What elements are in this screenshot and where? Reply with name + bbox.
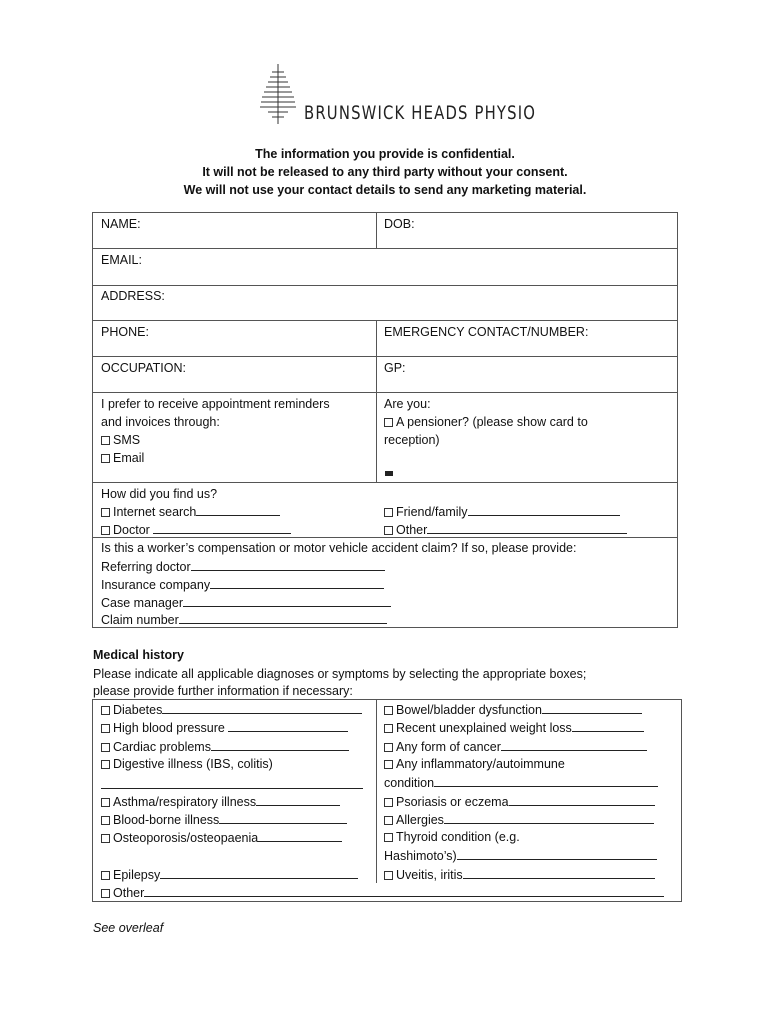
- checkbox[interactable]: [384, 816, 393, 825]
- brand-name: BRUNSWICK HEADS PHYSIO: [304, 102, 537, 124]
- sms-label: SMS: [113, 433, 141, 447]
- thyroid-label: Thyroid condition (e.g.: [396, 830, 520, 844]
- asthma-option[interactable]: [101, 792, 340, 811]
- other-source-option[interactable]: [384, 520, 627, 539]
- pine-tree-icon: [258, 62, 298, 126]
- doctor-option[interactable]: [101, 520, 291, 539]
- find-us-label: How did you find us?: [101, 487, 218, 501]
- friend-family-label: Friend/family: [396, 505, 468, 519]
- address-field[interactable]: ADDRESS:: [101, 289, 165, 303]
- psoriasis-label: Psoriasis or eczema: [396, 795, 509, 809]
- checkbox[interactable]: [101, 743, 110, 752]
- diabetes-label: Diabetes: [113, 703, 163, 717]
- checkbox[interactable]: [101, 724, 110, 733]
- thyroid-label-cont: Hashimoto’s): [384, 849, 457, 863]
- pensioner-label: A pensioner? (please show card to: [396, 415, 588, 429]
- checkbox[interactable]: [384, 526, 393, 535]
- inflammatory-option-cont[interactable]: [384, 773, 658, 792]
- blood-borne-option[interactable]: [101, 810, 347, 829]
- checkbox[interactable]: [101, 526, 110, 535]
- medical-instructions: please provide further information if necessary:: [93, 684, 353, 698]
- thyroid-option-cont[interactable]: [384, 846, 657, 865]
- checkbox[interactable]: [384, 706, 393, 715]
- asthma-label: Asthma/respiratory illness: [113, 795, 257, 809]
- allergies-label: Allergies: [396, 813, 444, 827]
- pensioner-label-cont: reception): [384, 433, 440, 447]
- emergency-contact-field[interactable]: EMERGENCY CONTACT/NUMBER:: [384, 325, 589, 339]
- checkbox[interactable]: [101, 816, 110, 825]
- osteoporosis-option[interactable]: [101, 828, 342, 847]
- claim-question: Is this a worker’s compensation or motor vehicle accident claim? If so, please provide:: [101, 541, 577, 555]
- bowel-bladder-label: Bowel/bladder dysfunction: [396, 703, 542, 717]
- case-manager-label: Case manager: [101, 596, 183, 610]
- checkbox[interactable]: [101, 871, 110, 880]
- diabetes-option[interactable]: [101, 700, 362, 719]
- email-option[interactable]: [101, 449, 144, 467]
- checkbox[interactable]: [384, 508, 393, 517]
- other-condition-label: Other: [113, 886, 145, 900]
- epilepsy-label: Epilepsy: [113, 868, 161, 882]
- medical-instructions: Please indicate all applicable diagnoses or symptoms by selecting the appropriate boxes;: [93, 667, 587, 681]
- notice-line: The information you provide is confidential.: [255, 147, 515, 161]
- logo: [258, 62, 537, 130]
- checkbox[interactable]: [101, 454, 110, 463]
- osteoporosis-label: Osteoporosis/osteopaenia: [113, 831, 259, 845]
- confidentiality-notice: [0, 145, 770, 199]
- weight-loss-label: Recent unexplained weight loss: [396, 721, 572, 735]
- claim-number-label: Claim number: [101, 613, 179, 627]
- checkbox[interactable]: [384, 418, 393, 427]
- thyroid-option[interactable]: [384, 828, 520, 846]
- checkbox[interactable]: [101, 508, 110, 517]
- cancer-option[interactable]: [384, 737, 647, 756]
- medical-history-title: Medical history: [93, 648, 184, 662]
- notice-line: It will not be released to any third party without your consent.: [202, 165, 568, 179]
- cardiac-label: Cardiac problems: [113, 740, 211, 754]
- inflammatory-label: Any inflammatory/autoimmune: [396, 757, 565, 771]
- are-you-label: Are you:: [384, 397, 431, 411]
- other-condition-option[interactable]: [101, 883, 664, 902]
- sms-option[interactable]: [101, 431, 140, 449]
- digestive-option[interactable]: [101, 755, 273, 773]
- email-label: Email: [113, 451, 145, 465]
- referring-doctor-label: Referring doctor: [101, 560, 191, 574]
- doctor-label: Doctor: [113, 523, 150, 537]
- occupation-field[interactable]: OCCUPATION:: [101, 361, 186, 375]
- checkbox[interactable]: [101, 706, 110, 715]
- cancer-label: Any form of cancer: [396, 740, 501, 754]
- gp-field[interactable]: GP:: [384, 361, 406, 375]
- weight-loss-option[interactable]: [384, 718, 644, 737]
- high-blood-pressure-label: High blood pressure: [113, 721, 225, 735]
- name-field[interactable]: NAME:: [101, 217, 141, 231]
- checkbox[interactable]: [384, 724, 393, 733]
- email-field[interactable]: EMAIL:: [101, 253, 142, 267]
- internet-search-option[interactable]: [101, 502, 280, 521]
- checkbox[interactable]: [384, 798, 393, 807]
- see-overleaf-note: See overleaf: [93, 921, 164, 935]
- checkbox[interactable]: [101, 798, 110, 807]
- referring-doctor-field[interactable]: [101, 557, 385, 576]
- phone-field[interactable]: PHONE:: [101, 325, 149, 339]
- inflammatory-label-cont: condition: [384, 776, 435, 790]
- reminders-label: I prefer to receive appointment reminders: [101, 397, 330, 411]
- bowel-bladder-option[interactable]: [384, 700, 642, 719]
- digestive-detail-line[interactable]: [101, 775, 363, 789]
- blood-borne-label: Blood-borne illness: [113, 813, 220, 827]
- cardiac-option[interactable]: [101, 737, 349, 756]
- checkbox[interactable]: [101, 436, 110, 445]
- dob-field[interactable]: DOB:: [384, 217, 415, 231]
- checkbox[interactable]: [101, 760, 110, 769]
- digestive-label: Digestive illness (IBS, colitis): [113, 757, 273, 771]
- friend-family-option[interactable]: [384, 502, 620, 521]
- allergies-option[interactable]: [384, 810, 654, 829]
- other-source-label: Other: [396, 523, 428, 537]
- inflammatory-option[interactable]: [384, 755, 565, 773]
- notice-line: We will not use your contact details to send any marketing material.: [183, 183, 587, 197]
- uveitis-option[interactable]: [384, 865, 655, 884]
- small-square-mark: [385, 471, 393, 476]
- claim-number-field[interactable]: [101, 610, 387, 629]
- checkbox[interactable]: [384, 743, 393, 752]
- reminders-label: and invoices through:: [101, 415, 220, 429]
- checkbox[interactable]: [384, 760, 393, 769]
- epilepsy-option[interactable]: [101, 865, 358, 884]
- insurance-company-field[interactable]: [101, 575, 384, 594]
- psoriasis-option[interactable]: [384, 792, 655, 811]
- high-blood-pressure-option[interactable]: [101, 718, 348, 737]
- internet-search-label: Internet search: [113, 505, 197, 519]
- checkbox[interactable]: [384, 871, 393, 880]
- insurance-company-label: Insurance company: [101, 578, 211, 592]
- checkbox[interactable]: [384, 833, 393, 842]
- checkbox[interactable]: [101, 889, 110, 898]
- checkbox[interactable]: [101, 834, 110, 843]
- uveitis-label: Uveitis, iritis: [396, 868, 463, 882]
- pensioner-option[interactable]: [384, 413, 588, 431]
